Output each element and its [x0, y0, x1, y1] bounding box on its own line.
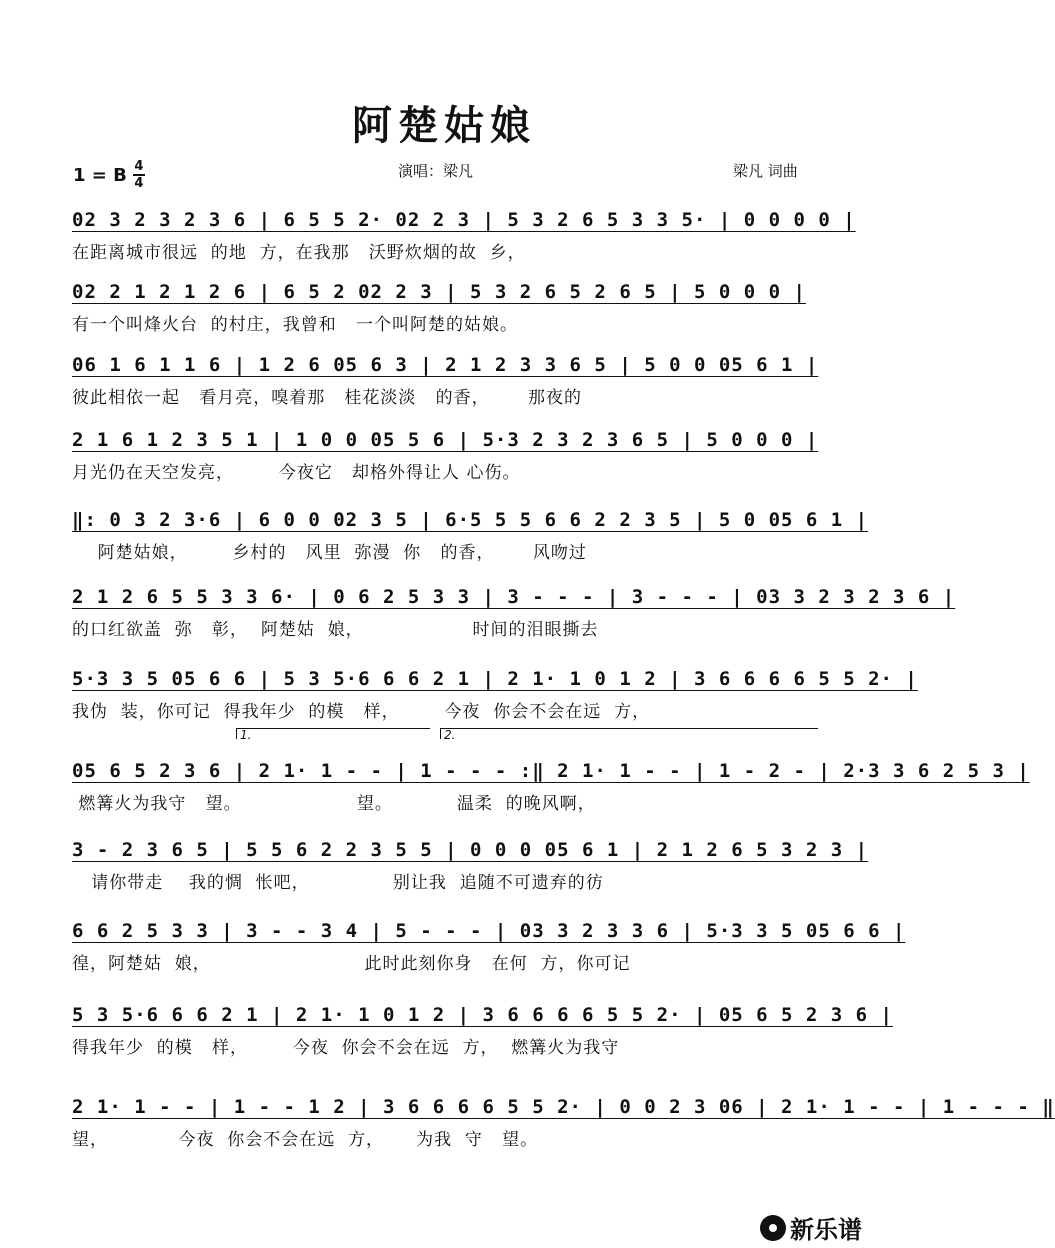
- notes-line-2: 02 2 1 2 1 2 6 | 6 5 2 02 2 3 | 5 3 2 6 5 2 6 5 | 5 0 0 0 |: [72, 281, 806, 303]
- lyrics-line-8: 燃篝火为我守 望。 望。 温柔 的晚风啊，: [72, 794, 596, 814]
- staff-line-2: [72, 277, 818, 337]
- lyrics-line-9: 请你带走 我的惆 怅吧， 别让我 追随不可遗弃的彷: [72, 873, 604, 893]
- notes-line-5: ‖: 0 3 2 3·6 | 6 0 0 02 3 5 | 6·5 5 5 6 6 2 2 3 5 | 5 0 05 6 1 |: [72, 509, 869, 531]
- notes-line-3: 06 1 6 1 1 6 | 1 2 6 05 6 3 | 2 1 2 3 3 6 5 | 5 0 0 05 6 1 |: [72, 354, 819, 376]
- staff-line-6: [72, 582, 956, 642]
- notes-line-8: 05 6 5 2 3 6 | 2 1· 1 - - | 1 - - - :‖ 2 1· 1 - - | 1 - 2 - | 2·3 3 6 2 5 3 |: [72, 760, 1030, 782]
- staff-line-10: [72, 916, 906, 976]
- lyrics-line-10: 徨，阿楚姑 娘， 此时此刻你身 在何 方，你可记: [72, 954, 631, 974]
- author-credit: 梁凡 词曲: [733, 162, 798, 180]
- notes-line-7: 5·3 3 5 05 6 6 | 5 3 5·6 6 6 2 1 | 2 1· 1 0 1 2 | 3 6 6 6 6 5 5 2· |: [72, 668, 918, 690]
- lyrics-line-1: 在距离城市很远 的地 方，在我那 沃野炊烟的故 乡，: [72, 243, 526, 263]
- lyrics-line-2: 有一个叫烽火台 的村庄，我曾和 一个叫阿楚的姑娘。: [72, 315, 519, 335]
- staff-line-9: [72, 835, 869, 895]
- site-logo: [760, 1210, 862, 1245]
- lyrics-line-6: 的口红欲盖 弥 彰， 阿楚姑 娘， 时间的泪眼撕去: [72, 620, 599, 640]
- volta-first-ending: 1.: [236, 728, 430, 739]
- staff-line-12: [72, 1092, 1055, 1152]
- record-disc-icon: [760, 1215, 786, 1241]
- notes-line-4: 2 1 6 1 2 3 5 1 | 1 0 0 05 5 6 | 5·3 2 3 2 3 6 5 | 5 0 0 0 |: [72, 429, 819, 451]
- staff-line-7: [72, 664, 918, 724]
- time-numerator: 4: [134, 159, 144, 174]
- lyrics-line-11: 得我年少 的模 样， 今夜 你会不会在远 方， 燃篝火为我守: [72, 1038, 620, 1058]
- lyrics-line-5: 阿楚姑娘， 乡村的 风里 弥漫 你 的香， 风吻过: [72, 543, 587, 563]
- lyrics-line-3: 彼此相依一起 看月亮，嗅着那 桂花淡淡 的香， 那夜的: [72, 388, 583, 408]
- staff-line-11: [72, 1000, 893, 1060]
- volta-second-ending: 2.: [440, 728, 818, 739]
- score-title: 阿楚姑娘: [352, 102, 536, 149]
- key-signature: [73, 160, 145, 190]
- staff-line-5: [72, 505, 869, 565]
- time-signature: [133, 160, 145, 190]
- lyrics-line-4: 月光仍在天空发亮， 今夜它 却格外得让人 心伤。: [72, 463, 521, 483]
- lyrics-line-12: 望， 今夜 你会不会在远 方， 为我 守 望。: [72, 1130, 539, 1150]
- notes-line-12: 2 1· 1 - - | 1 - - 1 2 | 3 6 6 6 6 5 5 2· | 0 0 2 3 06 | 2 1· 1 - - | 1 - - - ‖: [72, 1096, 1055, 1118]
- time-denominator: 4: [134, 176, 144, 191]
- notes-line-1: 02 3 2 3 2 3 6 | 6 5 5 2· 02 2 3 | 5 3 2 6 5 3 3 5· | 0 0 0 0 |: [72, 209, 856, 231]
- notes-line-9: 3 - 2 3 6 5 | 5 5 6 2 2 3 5 5 | 0 0 0 05 6 1 | 2 1 2 6 5 3 2 3 |: [72, 839, 869, 861]
- staff-line-4: [72, 425, 818, 485]
- staff-line-8: [72, 756, 1030, 816]
- notes-line-11: 5 3 5·6 6 6 2 1 | 2 1· 1 0 1 2 | 3 6 6 6 6 5 5 2· | 05 6 5 2 3 6 |: [72, 1004, 893, 1026]
- lyrics-line-7: 我伪 装，你可记 得我年少 的模 样， 今夜 你会不会在远 方，: [72, 702, 651, 722]
- key-text: 1 = B: [73, 164, 127, 186]
- singer-credit: 演唱：梁凡: [398, 162, 474, 180]
- staff-line-3: [72, 350, 818, 410]
- staff-line-1: [72, 205, 856, 265]
- notes-line-10: 6 6 2 5 3 3 | 3 - - 3 4 | 5 - - - | 03 3 2 3 3 6 | 5·3 3 5 05 6 6 |: [72, 920, 906, 942]
- logo-text: 新乐谱: [790, 1216, 862, 1244]
- notes-line-6: 2 1 2 6 5 5 3 3 6· | 0 6 2 5 3 3 | 3 - - - | 3 - - - | 03 3 2 3 2 3 6 |: [72, 586, 956, 608]
